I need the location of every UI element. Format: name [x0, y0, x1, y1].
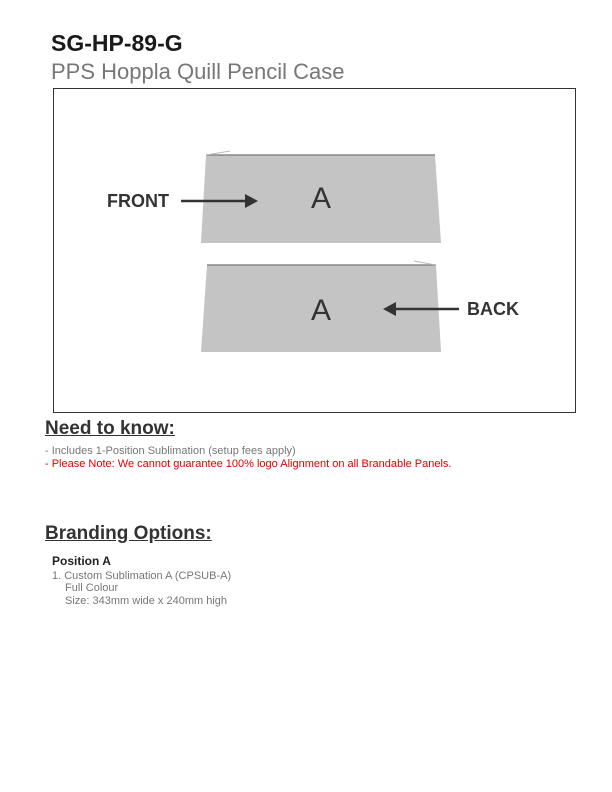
product-code: SG-HP-89-G — [51, 30, 183, 56]
product-diagram — [53, 88, 576, 413]
back-position-label: A — [310, 294, 332, 327]
branding-option-colour: Full Colour — [65, 582, 119, 594]
need-to-know-heading: Need to know: — [45, 418, 175, 439]
position-a-title: Position A — [52, 554, 111, 568]
front-label: FRONT — [107, 191, 169, 211]
branding-option-title: 1. Custom Sublimation A (CPSUB-A) — [52, 570, 232, 582]
product-name: PPS Hoppla Quill Pencil Case — [51, 59, 345, 84]
alignment-warning: - Please Note: We cannot guarantee 100% logo Alignment on all Brandable Panels. — [45, 458, 452, 470]
pencil-case-illustration — [54, 89, 577, 414]
need-to-know-item: - Includes 1-Position Sublimation (setup fees apply) — [45, 445, 296, 457]
back-label: BACK — [467, 299, 519, 319]
branding-option-size: Size: 343mm wide x 240mm high — [65, 595, 228, 607]
front-position-label: A — [310, 182, 332, 215]
branding-options-heading: Branding Options: — [45, 523, 212, 544]
